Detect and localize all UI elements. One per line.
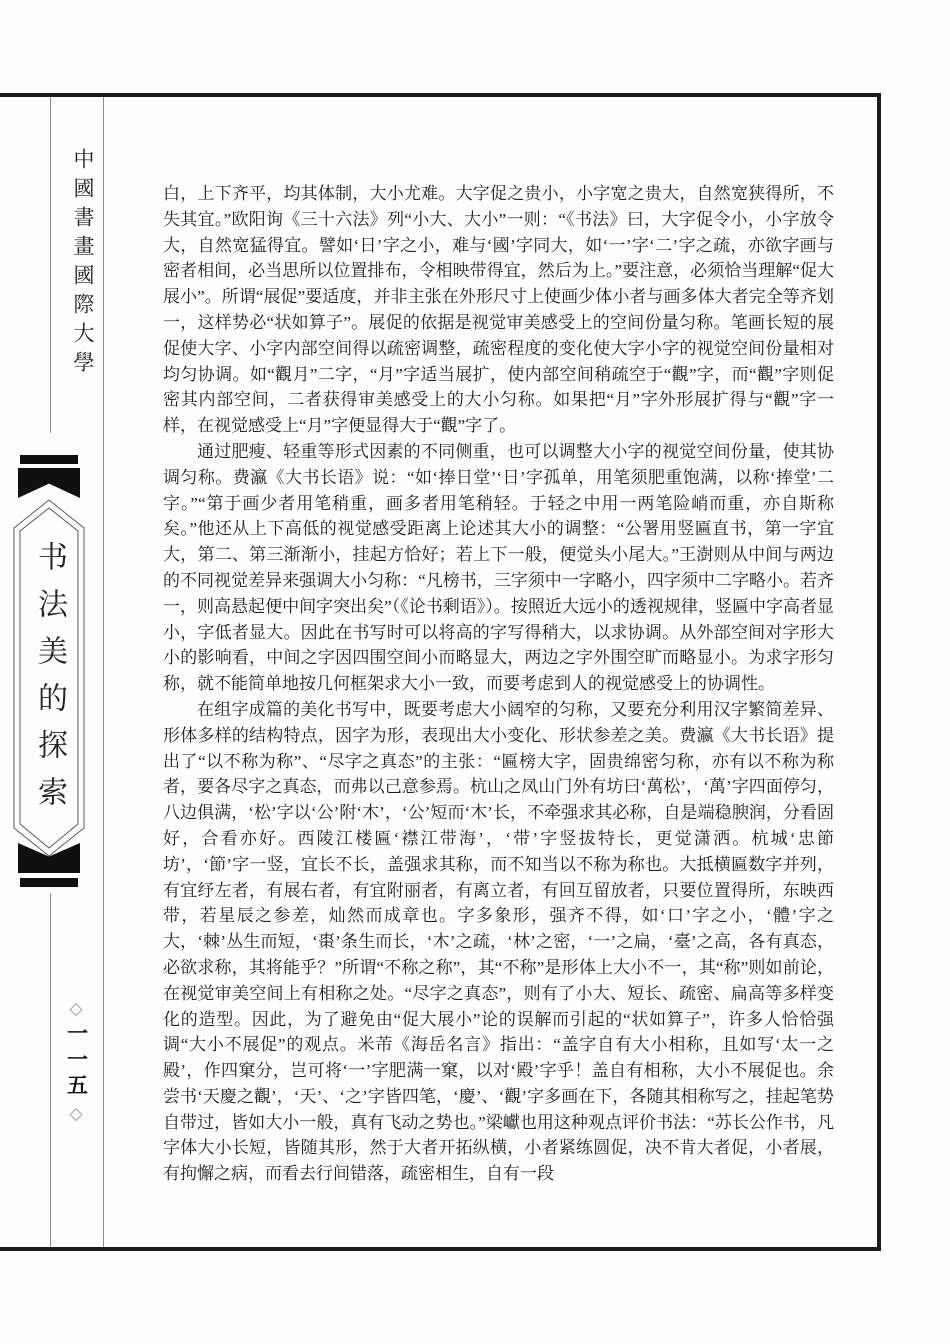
diamond-ornament-bottom-icon: ◇ — [69, 1104, 83, 1123]
paragraph: 在组字成篇的美化书写中，既要考虑大小阔窄的匀称，又要充分利用汉字繁简差异、形体多样的结构特点，因字为形，表现出大小变化、形状参差之美。费瀛《大书长语》提出了“以不称为称”、“尽字之真态”的主张：“匾榜大字，固贵绵密匀称，亦有以不称为称者，要各尽字之真态，而弗以己意参焉。杭山之凤山门外有坊曰‘萬松’，‘萬’字四面停匀，八边俱满，‘松’字以‘公’附‘木’，‘公’短而‘木’长，不牵强求其必称，自是端稳腴润，分看固好，合看亦好。西陵江楼匾‘襟江带海’，‘带’字竖拔特长，更觉潇洒。杭城‘忠節坊’，‘節’字一竖，宜长不长，盖强求其称，而不知当以不称为称也。大抵横匾数字并列，有宜纾左者，有展右者，有宜附丽者，有离立者，有回互留放者，只要位置得所，东映西带，若星辰之参差，灿然而成章也。字多象形，强齐不得，如‘口’字之小，‘體’字之大，‘棘’丛生而短，‘棗’条生而长，‘木’之疏，‘林’之密，‘一’之扁，‘臺’之高，各有真态，必欲求称，其将能乎？”所谓“不称之称”，其“不称”是形体上大小不一，其“称”则如前论，在视觉审美空间上有相称之处。“尽字之真态”，则有了小大、短长、疏密、扁高等多样变化的造型。因此，为了避免由“促大展小”论的误解而引起的“状如算子”，许多人恰恰强调“大小不展促”的观点。米芾《海岳名言》指出：“盖字自有大小相称，且如写‘太一之殿’，作四窠分，岂可将‘一’字肥满一窠，以对‘殿’字乎！盖自有相称，大小不展促也。余尝书‘天慶之觀’，‘天’、‘之’字皆四笔，‘慶’、‘觀’字多画在下，各随其相称写之，挂起笔势自带过，皆如大小一般，真有飞动之势也。”梁巘也用这种观点评价书法：“苏长公作书，凡字体大小长短，皆随其形，然于大者开拓纵横，小者紧练圆促，决不肯大者促，小者展，有拘懈之病，而看去行间错落，疏密相生，自有一段 — [163, 699, 834, 1184]
paragraph-continuation: 白，上下齐平，均其体制，大小尤难。大字促之贵小，小字宽之贵大，自然宽狭得所，不失其宜。”欧阳询《三十六法》列“小大、大小”一则：“《书法》曰，大字促令小，小字放令大，自然宽猛得宜。譬如‘日’字之小，难与‘國’字同大，如‘一’字‘二’字之疏，亦欲字画与密者相间，必当思所以位置排布，令相映带得宜，然后为上。”要注意，必须恰当理解“促大展小”。所谓“展促”要适度，并非主张在外形尺寸上使画少体小者与画多体大者完全等齐划一，这样势必“状如算子”。展促的依据是视觉审美感受上的空间份量匀称。笔画长短的展促使大字、小字内部空间得以疏密调整，疏密程度的变化使大字小字的视觉空间份量相对均匀协调。如“觀月”二字，“月”字适当展扩，使内部空间稍疏空于“觀”字，而“觀”字则促密其内部空间，二者获得审美感受上的大小匀称。如果把“月”字外形展扩得与“觀”字一样，在视觉感受上“月”字便显得大于“觀”字了。 — [163, 184, 834, 436]
page-number-block — [46, 1000, 106, 1122]
emblem-top-banner — [18, 468, 80, 498]
page-number-text: 一一五 — [64, 1022, 89, 1100]
section-title-vertical: 书法美的探索 — [33, 541, 66, 823]
diamond-ornament-top-icon: ◇ — [69, 999, 83, 1018]
paragraph: 通过肥瘦、轻重等形式因素的不同侧重，也可以调整大小字的视觉空间份量，使其协调匀称。费瀛《大书长语》说：“如‘捧日堂’‘日’字孤单，用笔须肥重饱满，以称‘捧堂’二字。”“第于画少者用笔稍重，画多者用笔稍轻。于轻之中用一两笔险峭而重，亦自斯称矣。”他还从上下高低的视觉感受距离上论述其大小的调整：“公署用竖匾直书，第一字宜大，第二、第三渐渐小，挂起方恰好；若上下一般，便觉头小尾大。”王澍则从中间与两边的不同视觉差异来强调大小匀称：“凡榜书，三字须中一字略小，四字须中二字略小。若齐一，则高悬起便中间字突出矣”（《论书剩语》）。按照近大远小的透视规律，竖匾中字高者显小，字低者显大。因此在书写时可以将高的字写得稍大，以求协调。从外部空间对字形大小的影响看，中间之字因四围空间小而略显大，两边之字外围空旷而略显小。为求字形匀称，就不能简单地按几何框架求大小一致，而要考虑到人的视觉感受上的协调性。 — [163, 441, 834, 694]
sidebar-inner-rule-top — [50, 97, 51, 433]
emblem-bottom-bar — [20, 878, 78, 887]
emblem-top-bar — [20, 455, 78, 464]
book-title-vertical: 中國書畫國際大學 — [71, 148, 95, 380]
section-title-emblem — [13, 455, 85, 887]
main-text-column — [163, 181, 834, 1187]
